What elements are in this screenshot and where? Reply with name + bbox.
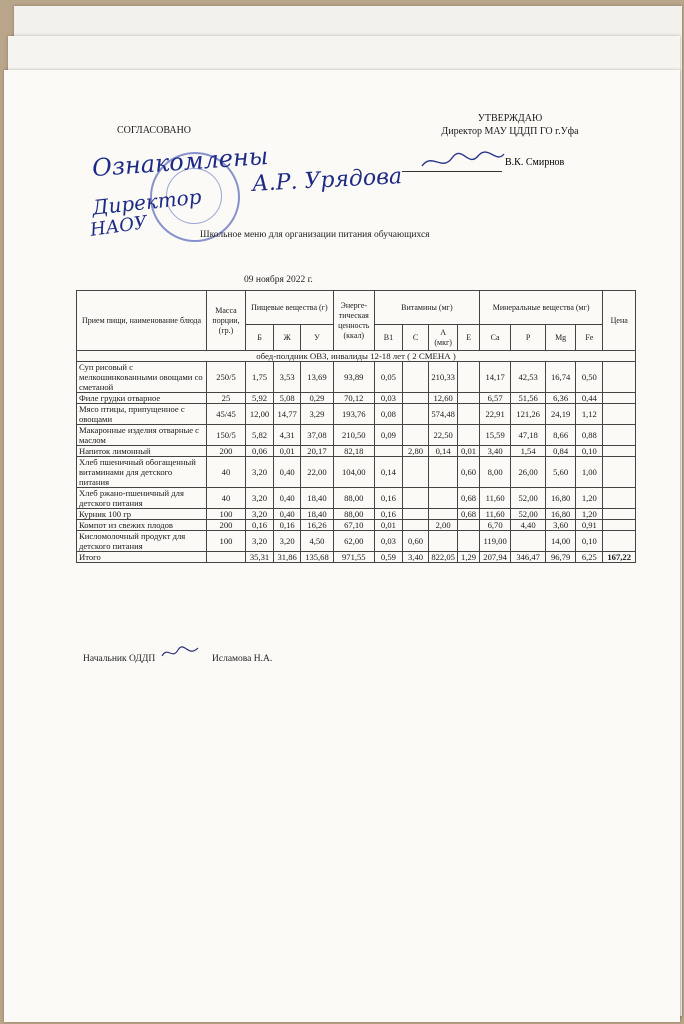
cell-b: 3,20 xyxy=(245,531,273,552)
header-e: Е xyxy=(458,325,480,351)
dish-name: Курник 100 гр xyxy=(77,509,207,520)
table-row xyxy=(77,457,636,488)
total-u: 135,68 xyxy=(301,552,334,563)
header-mg: Mg xyxy=(545,325,575,351)
total-row xyxy=(77,552,636,563)
cell-price xyxy=(603,531,636,552)
cell-a xyxy=(429,531,458,552)
cell-fe: 0,10 xyxy=(576,531,603,552)
cell-mass: 40 xyxy=(206,488,245,509)
cell-mg: 14,00 xyxy=(545,531,575,552)
cell-price xyxy=(603,393,636,404)
cell-a: 22,50 xyxy=(429,425,458,446)
header-dish: Прием пищи, наименование блюда xyxy=(77,291,207,351)
total-price: 167,22 xyxy=(603,552,636,563)
table-row xyxy=(77,393,636,404)
cell-energy: 67,10 xyxy=(333,520,374,531)
total-fe: 6,25 xyxy=(576,552,603,563)
cell-c xyxy=(403,520,429,531)
total-c: 3,40 xyxy=(403,552,429,563)
cell-a: 0,14 xyxy=(429,446,458,457)
cell-e xyxy=(458,531,480,552)
menu-title: Школьное меню для организации питания обучающихся xyxy=(200,230,430,240)
cell-energy: 70,12 xyxy=(333,393,374,404)
cell-e xyxy=(458,393,480,404)
cell-a: 210,33 xyxy=(429,362,458,393)
approve-name: В.К. Смирнов xyxy=(505,157,565,168)
cell-b: 0,06 xyxy=(245,446,273,457)
dish-name: Компот из свежих плодов xyxy=(77,520,207,531)
dish-name: Макаронные изделия отварные с маслом xyxy=(77,425,207,446)
cell-b1: 0,05 xyxy=(374,362,402,393)
table-row xyxy=(77,531,636,552)
header-fe: Fe xyxy=(576,325,603,351)
cell-e xyxy=(458,404,480,425)
total-e: 1,29 xyxy=(458,552,480,563)
header-b: Б xyxy=(245,325,273,351)
cell-zh: 3,20 xyxy=(274,531,301,552)
header-vitamins: Витамины (мг) xyxy=(374,291,479,325)
cell-b: 12,00 xyxy=(245,404,273,425)
cell-b: 5,92 xyxy=(245,393,273,404)
agreed-label: СОГЛАСОВАНО xyxy=(117,125,192,136)
dish-name: Напиток лимонный xyxy=(77,446,207,457)
dish-name: Хлеб ржано-пшеничный для детского питания xyxy=(77,488,207,509)
cell-a: 574,48 xyxy=(429,404,458,425)
cell-p: 51,56 xyxy=(511,393,546,404)
cell-mg: 3,60 xyxy=(545,520,575,531)
cell-price xyxy=(603,404,636,425)
cell-ca: 15,59 xyxy=(479,425,510,446)
cell-price xyxy=(603,520,636,531)
cell-ca: 3,40 xyxy=(479,446,510,457)
cell-ca: 11,60 xyxy=(479,488,510,509)
cell-p: 52,00 xyxy=(511,509,546,520)
header-nutrients: Пищевые вещества (г) xyxy=(245,291,333,325)
dish-name: Хлеб пшеничный обогащенный витаминами для детского питания xyxy=(77,457,207,488)
cell-u: 18,40 xyxy=(301,509,334,520)
cell-u: 16,26 xyxy=(301,520,334,531)
dish-name: Филе грудки отварное xyxy=(77,393,207,404)
cell-b1: 0,01 xyxy=(374,520,402,531)
cell-e: 0,68 xyxy=(458,509,480,520)
cell-a xyxy=(429,488,458,509)
menu-date: 09 ноября 2022 г. xyxy=(244,275,313,285)
cell-mass: 100 xyxy=(206,509,245,520)
cell-b: 3,20 xyxy=(245,509,273,520)
cell-mg: 16,80 xyxy=(545,488,575,509)
footer-signature xyxy=(160,644,200,667)
cell-mg: 16,80 xyxy=(545,509,575,520)
total-b: 35,31 xyxy=(245,552,273,563)
total-b1: 0,59 xyxy=(374,552,402,563)
cell-u: 0,29 xyxy=(301,393,334,404)
cell-zh: 14,77 xyxy=(274,404,301,425)
cell-b: 3,20 xyxy=(245,457,273,488)
total-label: Итого xyxy=(77,552,207,563)
cell-fe: 1,20 xyxy=(576,509,603,520)
cell-b1: 0,08 xyxy=(374,404,402,425)
cell-e: 0,60 xyxy=(458,457,480,488)
header-c: С xyxy=(403,325,429,351)
table-row xyxy=(77,425,636,446)
cell-c: 2,80 xyxy=(403,446,429,457)
total-mg: 96,79 xyxy=(545,552,575,563)
cell-price xyxy=(603,488,636,509)
cell-c xyxy=(403,509,429,520)
cell-b1: 0,16 xyxy=(374,488,402,509)
cell-p: 1,54 xyxy=(511,446,546,457)
cell-price xyxy=(603,509,636,520)
total-energy: 971,55 xyxy=(333,552,374,563)
cell-b1: 0,03 xyxy=(374,531,402,552)
cell-p xyxy=(511,531,546,552)
cell-zh: 0,40 xyxy=(274,457,301,488)
cell-zh: 0,16 xyxy=(274,520,301,531)
cell-c xyxy=(403,457,429,488)
header-zh: Ж xyxy=(274,325,301,351)
dish-name: Суп рисовый с мелкошинкованными овощами со сметаной xyxy=(77,362,207,393)
cell-fe: 0,50 xyxy=(576,362,603,393)
cell-energy: 88,00 xyxy=(333,488,374,509)
dish-name: Мясо птицы, припущенное с овощами xyxy=(77,404,207,425)
cell-b1: 0,16 xyxy=(374,509,402,520)
cell-mass: 45/45 xyxy=(206,404,245,425)
table-row xyxy=(77,520,636,531)
cell-fe: 1,20 xyxy=(576,488,603,509)
header-minerals: Минеральные вещества (мг) xyxy=(479,291,602,325)
approve-position: Директор МАУ ЦДДП ГО г.Уфа xyxy=(441,126,579,137)
cell-fe: 0,10 xyxy=(576,446,603,457)
handwritten-director: Директор xyxy=(91,184,203,220)
cell-mass: 200 xyxy=(206,446,245,457)
cell-u: 4,50 xyxy=(301,531,334,552)
header-b1: В1 xyxy=(374,325,402,351)
cell-ca: 11,60 xyxy=(479,509,510,520)
header-p: Р xyxy=(511,325,546,351)
cell-e: 0,01 xyxy=(458,446,480,457)
cell-b: 5,82 xyxy=(245,425,273,446)
table-row xyxy=(77,488,636,509)
cell-zh: 4,31 xyxy=(274,425,301,446)
header-energy: Энерге-тическая ценность (ккал) xyxy=(333,291,374,351)
cell-price xyxy=(603,446,636,457)
cell-zh: 3,53 xyxy=(274,362,301,393)
cell-energy: 82,18 xyxy=(333,446,374,457)
total-ca: 207,94 xyxy=(479,552,510,563)
header-u: У xyxy=(301,325,334,351)
cell-ca: 8,00 xyxy=(479,457,510,488)
cell-energy: 193,76 xyxy=(333,404,374,425)
approve-block xyxy=(420,112,600,138)
cell-fe: 0,91 xyxy=(576,520,603,531)
cell-price xyxy=(603,362,636,393)
cell-ca: 6,70 xyxy=(479,520,510,531)
cell-a xyxy=(429,457,458,488)
cell-c xyxy=(403,362,429,393)
table-row xyxy=(77,509,636,520)
cell-energy: 88,00 xyxy=(333,509,374,520)
table-row xyxy=(77,446,636,457)
cell-b1: 0,09 xyxy=(374,425,402,446)
cell-fe: 1,12 xyxy=(576,404,603,425)
cell-zh: 5,08 xyxy=(274,393,301,404)
cell-price xyxy=(603,425,636,446)
cell-e xyxy=(458,520,480,531)
cell-mass: 250/5 xyxy=(206,362,245,393)
cell-u: 13,69 xyxy=(301,362,334,393)
handwritten-acknowledged: Ознакомлены xyxy=(91,141,270,183)
menu-table xyxy=(76,290,636,563)
cell-fe: 0,88 xyxy=(576,425,603,446)
cell-u: 3,29 xyxy=(301,404,334,425)
cell-mass: 200 xyxy=(206,520,245,531)
cell-mass: 150/5 xyxy=(206,425,245,446)
cell-ca: 6,57 xyxy=(479,393,510,404)
handwritten-signer-name: А.Р. Урядова xyxy=(251,164,403,197)
cell-u: 22,00 xyxy=(301,457,334,488)
cell-c xyxy=(403,393,429,404)
cell-b: 0,16 xyxy=(245,520,273,531)
footer-position: Начальник ОДДП xyxy=(83,654,156,664)
cell-mass: 25 xyxy=(206,393,245,404)
total-a: 822,05 xyxy=(429,552,458,563)
cell-u: 18,40 xyxy=(301,488,334,509)
cell-mg: 16,74 xyxy=(545,362,575,393)
header-a: А (мкг) xyxy=(429,325,458,351)
cell-zh: 0,40 xyxy=(274,488,301,509)
cell-p: 42,53 xyxy=(511,362,546,393)
cell-c xyxy=(403,488,429,509)
cell-energy: 93,89 xyxy=(333,362,374,393)
cell-a xyxy=(429,509,458,520)
cell-mg: 6,36 xyxy=(545,393,575,404)
approve-title: УТВЕРЖДАЮ xyxy=(477,113,543,124)
director-signature xyxy=(418,148,508,174)
cell-mg: 0,84 xyxy=(545,446,575,457)
cell-ca: 22,91 xyxy=(479,404,510,425)
cell-mg: 24,19 xyxy=(545,404,575,425)
cell-p: 4,40 xyxy=(511,520,546,531)
cell-c xyxy=(403,425,429,446)
cell-u: 37,08 xyxy=(301,425,334,446)
cell-energy: 210,50 xyxy=(333,425,374,446)
cell-zh: 0,40 xyxy=(274,509,301,520)
header-ca: Са xyxy=(479,325,510,351)
table-row xyxy=(77,404,636,425)
cell-p: 52,00 xyxy=(511,488,546,509)
cell-p: 26,00 xyxy=(511,457,546,488)
table-row xyxy=(77,362,636,393)
total-p: 346,47 xyxy=(511,552,546,563)
cell-mass: 100 xyxy=(206,531,245,552)
cell-mg: 8,66 xyxy=(545,425,575,446)
cell-c xyxy=(403,404,429,425)
cell-ca: 119,00 xyxy=(479,531,510,552)
cell-b: 1,75 xyxy=(245,362,273,393)
cell-mg: 5,60 xyxy=(545,457,575,488)
cell-b1: 0,03 xyxy=(374,393,402,404)
cell-u: 20,17 xyxy=(301,446,334,457)
cell-a: 12,60 xyxy=(429,393,458,404)
cell-zh: 0,01 xyxy=(274,446,301,457)
cell-e: 0,68 xyxy=(458,488,480,509)
cell-energy: 104,00 xyxy=(333,457,374,488)
cell-mass: 40 xyxy=(206,457,245,488)
cell-a: 2,00 xyxy=(429,520,458,531)
cell-price xyxy=(603,457,636,488)
cell-fe: 0,44 xyxy=(576,393,603,404)
cell-e xyxy=(458,425,480,446)
dish-name: Кисломолочный продукт для детского питания xyxy=(77,531,207,552)
cell-c: 0,60 xyxy=(403,531,429,552)
handwritten-org: НАОУ xyxy=(88,212,149,241)
total-zh: 31,86 xyxy=(274,552,301,563)
header-mass: Масса порции, (гр.) xyxy=(206,291,245,351)
section-title: обед-полдник ОВЗ, инвалиды 12-18 лет ( 2 СМЕНА ) xyxy=(77,351,636,362)
cell-e xyxy=(458,362,480,393)
footer-name: Исламова Н.А. xyxy=(212,654,273,664)
cell-b1: 0,14 xyxy=(374,457,402,488)
header-price: Цена xyxy=(603,291,636,351)
cell-energy: 62,00 xyxy=(333,531,374,552)
cell-p: 47,18 xyxy=(511,425,546,446)
total-mass xyxy=(206,552,245,563)
cell-b1 xyxy=(374,446,402,457)
cell-fe: 1,00 xyxy=(576,457,603,488)
cell-ca: 14,17 xyxy=(479,362,510,393)
cell-b: 3,20 xyxy=(245,488,273,509)
cell-p: 121,26 xyxy=(511,404,546,425)
